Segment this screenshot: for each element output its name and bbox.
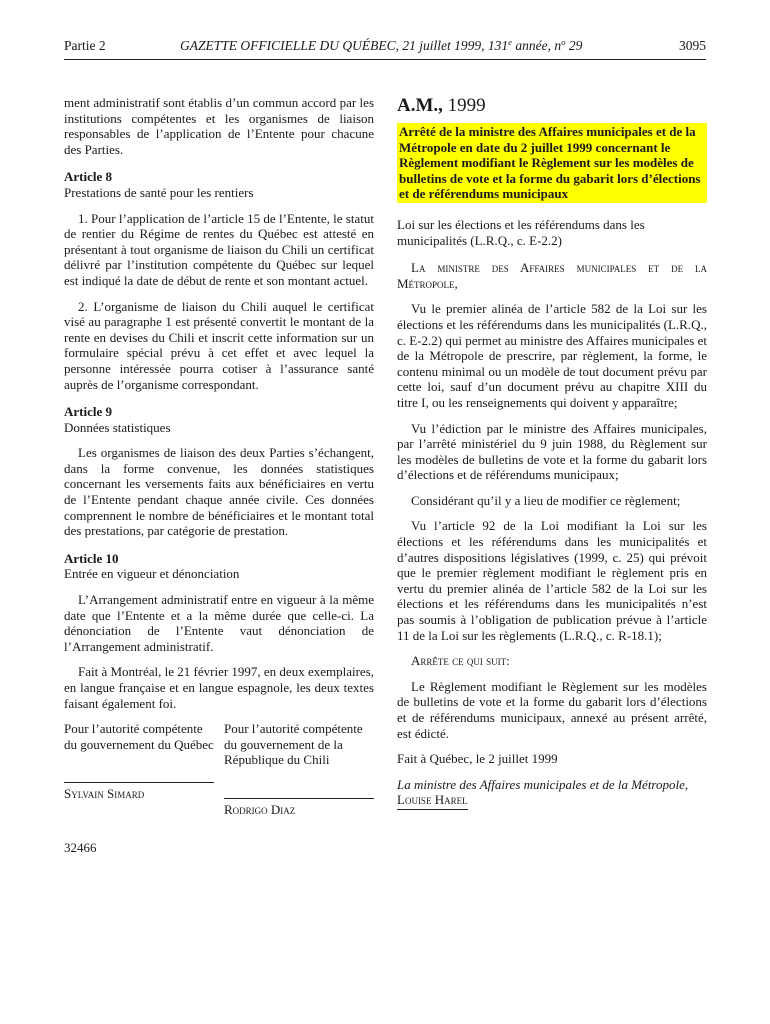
signature-chile-label: Pour l’autorité compétente du gouvernement de la République du Chili <box>224 721 363 768</box>
article-9-paragraph-1: Les organismes de liaison des deux Parties s’échangent, dans la forme convenue, les données statistiques concernant les versements faits aux bénéficiaires en vertu de l’Entente pendant chaque année civile. Ces données comprennent le nombre de bénéficiaires et le montant total des prestations, par catégorie de prestation. <box>64 445 374 539</box>
am-heading: A.M., 1999 <box>397 95 486 116</box>
signature-block <box>64 721 374 817</box>
article-8-title: Article 8 <box>64 169 113 185</box>
done-at-montreal: Fait à Montréal, le 21 février 1997, en deux exemplaires, en langue française et en langue espagnole, les deux textes faisant également foi. <box>64 664 375 711</box>
highlighted-decree-title: Arrêté de la ministre des Affaires municipales et de la Métropole en date du 2 juillet 1999 concernant le Règlement modifiant le Règlement sur les modèles de bulletins de vote et la forme du gabarit lors d’élections et de référendums municipaux <box>397 123 707 203</box>
article-8-paragraph-1: 1. Pour l’application de l’article 15 de l’Entente, le statut de rentier du Régime de rentes du Québec est attesté en présentant à tout organisme de liaison du Chili un certificat délivré par l’institution compétente du Québec sur lequel est indiqué la date de début de rente et son montant actuel. <box>64 210 374 288</box>
article-10-title: Article 10 <box>64 550 119 566</box>
considerant-paragraph: Considérant qu’il y a lieu de modifier ce règlement; <box>411 492 681 508</box>
signatory-title: La ministre des Affaires municipales et de la Métropole, <box>397 776 689 792</box>
reference-number: 32466 <box>64 839 97 855</box>
page-number: 3095 <box>679 38 706 53</box>
signatory-name: Louise Harel <box>397 792 468 810</box>
signature-chile-name: Rodrigo Diaz <box>224 798 374 818</box>
part-label: Partie 2 <box>64 38 106 53</box>
arrete-line: Arrête ce qui suit: <box>411 653 510 669</box>
article-10-paragraph-1: L’Arrangement administratif entre en vigueur à la même date que l’Entente et a la même durée que celle-ci. La dénonciation de l’Entente vaut dénonciation de l’Arrangement administratif. <box>64 592 374 654</box>
done-at-quebec: Fait à Québec, le 2 juillet 1999 <box>397 751 558 767</box>
vu-paragraph-3: Vu l’article 92 de la Loi modifiant la Loi sur les élections et les référendums dans les municipalités et d’autres dispositions législatives (1999, c. 25) qui prévoit que le premier règlement modifiant le règlement pris en vertu du premier alinéa de l’article 582 de la Loi sur les élections et les référendums dans les municipalités n’est pas soumis à l’obligation de publication prévue à l’article 11 de la Loi sur les règlements (L.R.Q., c. R-18.1); <box>397 518 707 643</box>
vu-paragraph-2: Vu l’édiction par le ministre des Affaires municipales, par l’arrêté ministériel du 9 juin 1988, du Règlement sur les modèles de bulletins de vote et la forme du gabarit lors d’élections et de référendums municipaux; <box>397 420 707 483</box>
intro-paragraph: ment administratif sont établis d’un commun accord par les institutions compétentes et les organismes de liaison responsables de l’application de l’Entente pour chacune des Parties. <box>64 95 374 157</box>
gazette-title: GAZETTE OFFICIELLE DU QUÉBEC, 21 juillet 1999, 131e année, $n^o$ 29 <box>180 37 583 53</box>
minister-line: La ministre des Affaires municipales et de la Métropole, <box>397 260 707 291</box>
header-rule <box>64 59 706 60</box>
minister-signature <box>397 777 707 810</box>
vu-paragraph-1: Vu le premier alinéa de l’article 582 de la Loi sur les élections et les référendums dans les municipalités (L.R.Q., c. E-2.2) qui permet au ministre des Affaires municipales et de la Métropole de prescrire, par règlement, la forme, le contenu minimal ou un modèle de tout document prévu par cette loi, sauf d’un document prévu au chapitre XIII du titre I, ou les renseignements qui doivent y apparaître; <box>397 301 707 410</box>
article-8-paragraph-2: 2. L’organisme de liaison du Chili auquel le certificat visé au paragraphe 1 est présenté convertit le montant de la rente en devises du Chili et inscrit cette information sur un formulaire spécial prévu à cet effet et avec lequel la personne intéressée pourra cotiser à l’assurance santé auprès de l’organisme correspondant. <box>64 298 374 392</box>
law-reference: Loi sur les élections et les référendums dans les municipalités (L.R.Q., c. E-2.2) <box>397 216 645 248</box>
left-column <box>64 95 374 855</box>
article-9-subtitle: Données statistiques <box>64 419 171 435</box>
article-10-subtitle: Entrée en vigueur et dénonciation <box>64 566 240 582</box>
signature-quebec-label: Pour l’autorité compétente du gouvernement du Québec <box>64 721 214 752</box>
article-9-title: Article 9 <box>64 404 113 420</box>
signature-chile <box>224 721 374 817</box>
page-header <box>64 38 706 60</box>
article-8-subtitle: Prestations de santé pour les rentiers <box>64 184 254 200</box>
signature-quebec <box>64 721 214 817</box>
edict-paragraph: Le Règlement modifiant le Règlement sur les modèles de bulletins de vote et la forme du gabarit lors d’élections et de référendums municipaux, annexé au présent arrêté, est édicté. <box>397 678 707 741</box>
signature-quebec-name: Sylvain Simard <box>64 782 214 802</box>
right-column <box>397 95 707 810</box>
